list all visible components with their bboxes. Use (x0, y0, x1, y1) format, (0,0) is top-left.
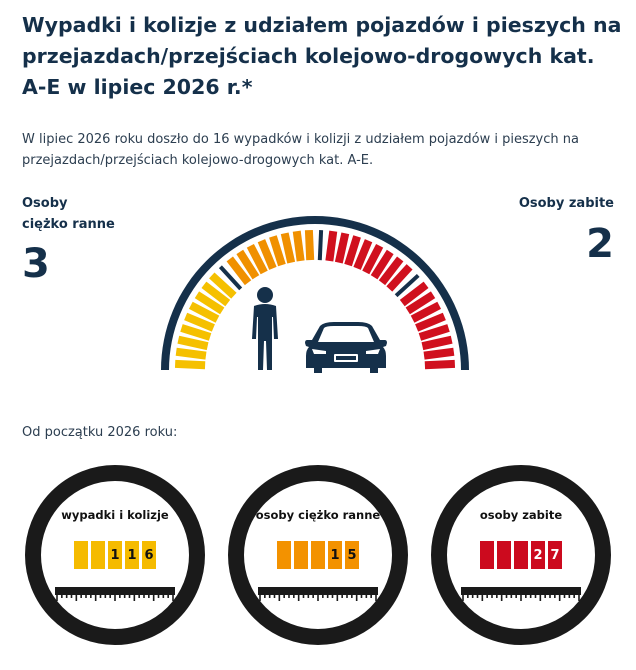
gauge-segment (309, 230, 310, 260)
counter-injured (226, 463, 410, 647)
digit: 7 (548, 541, 562, 569)
digit: 1 (125, 541, 139, 569)
digit-counter (74, 541, 156, 569)
digit (294, 541, 308, 569)
gauge-segment (273, 236, 282, 265)
digit (497, 541, 511, 569)
counter-killed (429, 463, 613, 647)
digit: 5 (345, 541, 359, 569)
ruler-bar (55, 587, 175, 595)
gauge-segment (420, 328, 449, 337)
page-title: Wypadki i kolizje z udziałem pojazdów i pieszych na przejazdach/przejściach kolejowo-drogowych kat. A-E w lipiec 2026 r.* (22, 13, 622, 99)
counter-label: osoby zabite (479, 508, 563, 522)
ruler-bar (461, 587, 581, 595)
gauge-segment (297, 231, 301, 261)
digit: 1 (108, 541, 122, 569)
counter-label: wypadki i kolizje (61, 508, 169, 522)
gauge-segment (329, 231, 333, 261)
intro-text: W lipiec 2026 roku doszło do 16 wypadków i kolizji z udziałem pojazdów i pieszych na przejazdach/przejściach kolejowo-drogowych kat. A-E. (22, 132, 579, 168)
digit (74, 541, 88, 569)
gauge-segment (175, 364, 205, 365)
gauge-segment (348, 236, 357, 265)
digit-counter (277, 541, 359, 569)
gauge-segment (320, 230, 321, 260)
digit: 2 (531, 541, 545, 569)
car-icon (305, 322, 387, 373)
gauge-segment (424, 352, 454, 356)
gauge-segment (339, 233, 345, 262)
counter-label: osoby ciężko ranne (255, 508, 381, 522)
digit-counter (480, 541, 562, 569)
digit (311, 541, 325, 569)
digit (91, 541, 105, 569)
killed-value: 2 (586, 221, 614, 267)
killed-label: Osoby zabite (518, 196, 614, 211)
gauge-segment (176, 352, 206, 356)
gauge-segment (285, 233, 291, 262)
digit (277, 541, 291, 569)
gauge-segment (422, 340, 451, 346)
gauge-segment (425, 364, 455, 365)
gauge-segment (181, 328, 210, 337)
speed-gauge (150, 190, 480, 380)
injured-label-line2: ciężko ranne (22, 217, 115, 232)
pedestrian-icon (252, 287, 278, 370)
injured-value: 3 (22, 241, 50, 287)
gauge-segment (178, 340, 207, 346)
digit (480, 541, 494, 569)
injured-label-line1: Osoby (22, 196, 68, 211)
digit (514, 541, 528, 569)
counter-accidents (23, 463, 207, 647)
ruler-bar (258, 587, 378, 595)
digit: 6 (142, 541, 156, 569)
since-start-heading: Od początku 2026 roku: (22, 425, 178, 440)
digit: 1 (328, 541, 342, 569)
